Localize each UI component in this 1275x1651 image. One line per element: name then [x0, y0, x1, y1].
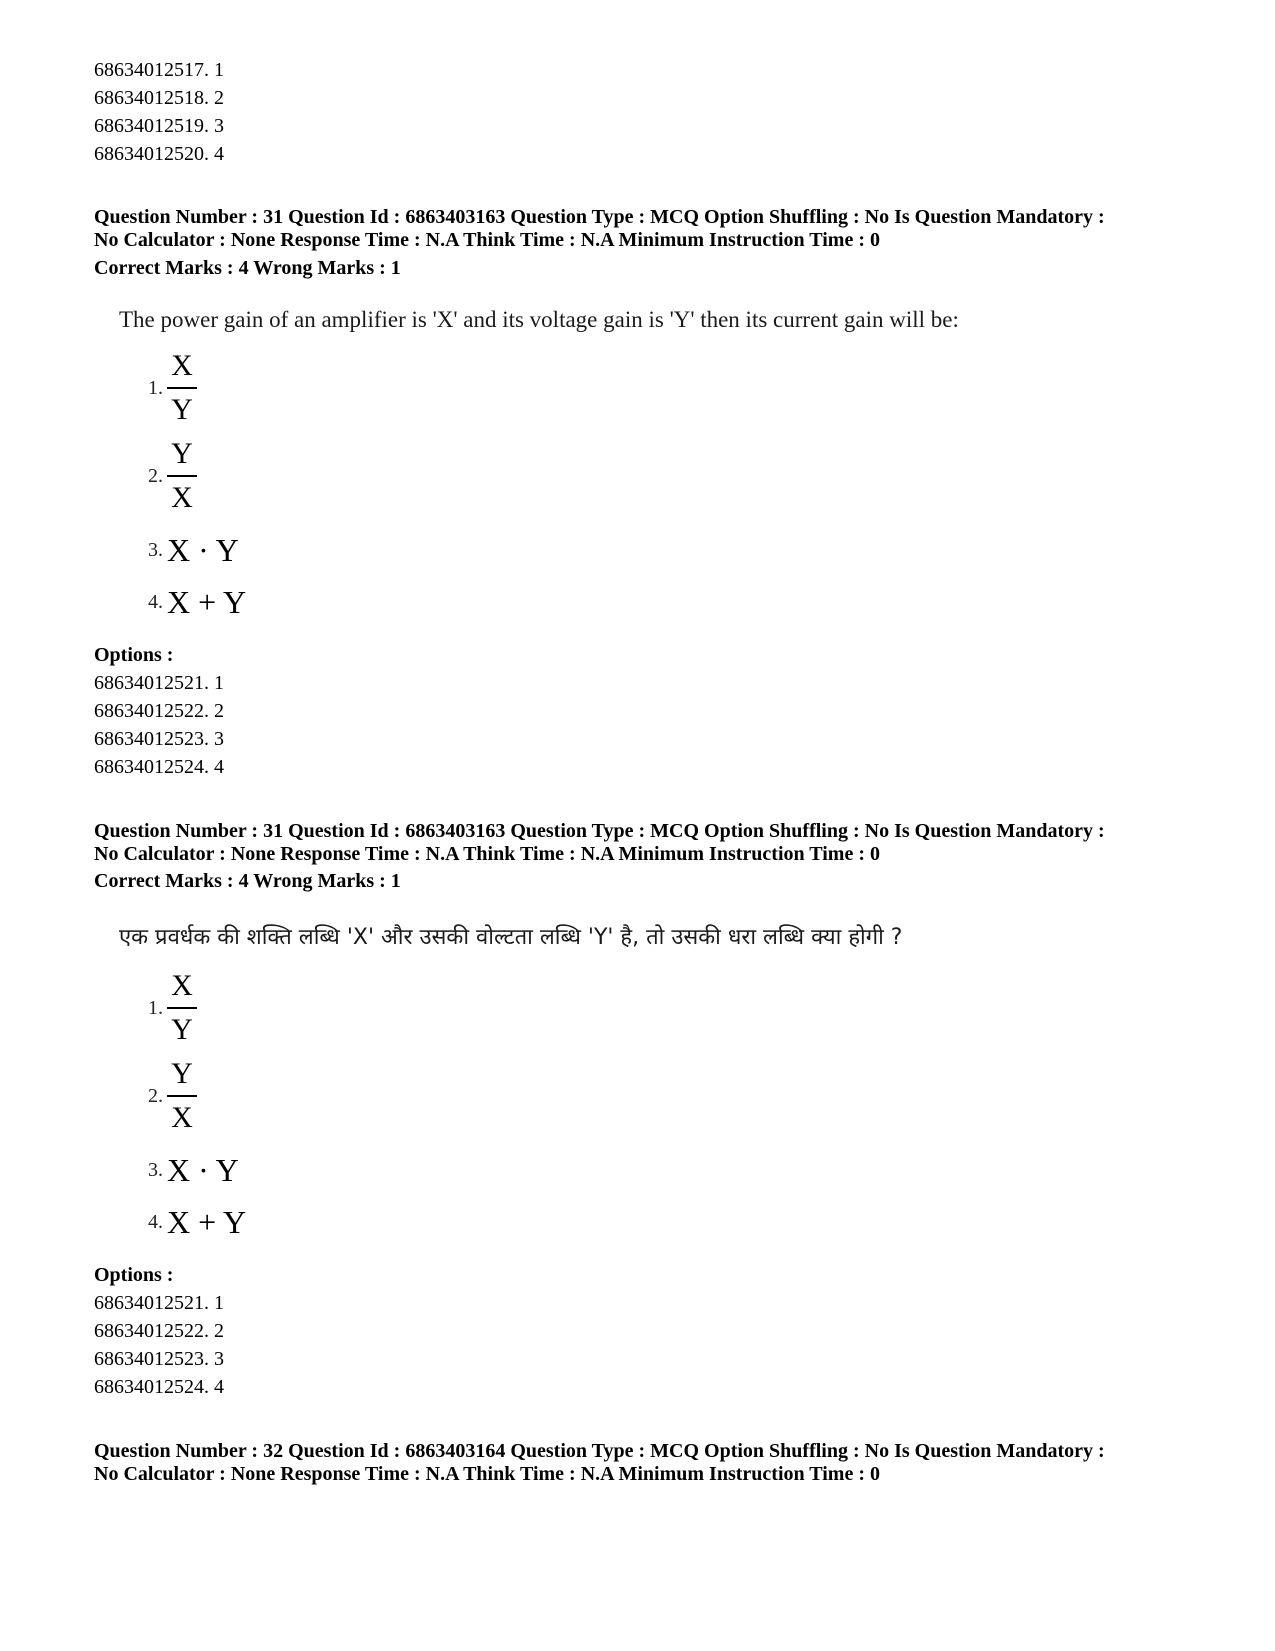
- fraction-numerator: Y: [171, 437, 193, 470]
- question-marks: Correct Marks : 4 Wrong Marks : 1: [94, 257, 401, 279]
- choice-expr: X + Y: [167, 584, 247, 620]
- choice-fraction: [148, 1057, 197, 1134]
- choice-expression: [148, 1140, 239, 1200]
- option-line: 68634012517. 1: [94, 59, 224, 81]
- choice-expr: X + Y: [167, 1204, 247, 1240]
- fraction-bar: [167, 1095, 197, 1097]
- fraction-denominator: Y: [171, 393, 193, 426]
- fraction-bar: [167, 475, 197, 477]
- option-line: 68634012521. 1: [94, 672, 224, 694]
- choice-number: 3.: [148, 538, 163, 561]
- fraction-bar: [167, 387, 197, 389]
- option-line: 68634012524. 4: [94, 756, 224, 778]
- fraction-denominator: X: [171, 481, 193, 514]
- choice-expression: [148, 1192, 246, 1252]
- fraction-bar: [167, 1007, 197, 1009]
- choice-fraction: [148, 969, 197, 1046]
- question-meta-line1: Question Number : 31 Question Id : 6863403163 Question Type : MCQ Option Shuffling : No Is Question Mandatory :: [94, 820, 1105, 842]
- fraction-numerator: X: [171, 349, 193, 382]
- question-meta-line2: No Calculator : None Response Time : N.A Think Time : N.A Minimum Instruction Time : 0: [94, 1463, 880, 1485]
- options-label: Options :: [94, 644, 174, 666]
- question-meta-line1: Question Number : 32 Question Id : 6863403164 Question Type : MCQ Option Shuffling : No Is Question Mandatory :: [94, 1440, 1105, 1462]
- question-text: एक प्रवर्धक की शक्ति लब्धि 'X' और उसकी वोल्टता लब्धि 'Y' है, तो उसकी धरा लब्धि क्या होगी ?: [119, 925, 903, 950]
- options-label: Options :: [94, 1264, 174, 1286]
- choice-expr: X · Y: [167, 532, 239, 568]
- fraction: [167, 971, 197, 1045]
- choice-number: 2.: [148, 1084, 163, 1107]
- question-marks: Correct Marks : 4 Wrong Marks : 1: [94, 870, 401, 892]
- fraction-numerator: Y: [171, 1057, 193, 1090]
- choice-expression: [148, 520, 239, 580]
- choice-expression: [148, 572, 246, 632]
- question-meta-line1: Question Number : 31 Question Id : 6863403163 Question Type : MCQ Option Shuffling : No Is Question Mandatory :: [94, 206, 1105, 228]
- choice-number: 1.: [148, 996, 163, 1019]
- question-text: The power gain of an amplifier is 'X' and its voltage gain is 'Y' then its current gain will be:: [119, 307, 959, 332]
- option-line: 68634012521. 1: [94, 1292, 224, 1314]
- option-line: 68634012520. 4: [94, 143, 224, 165]
- option-line: 68634012522. 2: [94, 1320, 224, 1342]
- option-line: 68634012523. 3: [94, 728, 224, 750]
- fraction-denominator: X: [171, 1101, 193, 1134]
- option-line: 68634012523. 3: [94, 1348, 224, 1370]
- fraction-denominator: Y: [171, 1013, 193, 1046]
- choice-fraction: [148, 349, 197, 426]
- option-line: 68634012522. 2: [94, 700, 224, 722]
- fraction: [167, 439, 197, 513]
- option-line: 68634012518. 2: [94, 87, 224, 109]
- choice-expr: X · Y: [167, 1152, 239, 1188]
- choice-number: 3.: [148, 1158, 163, 1181]
- choice-number: 4.: [148, 1210, 163, 1233]
- fraction: [167, 351, 197, 425]
- fraction-numerator: X: [171, 969, 193, 1002]
- choice-number: 4.: [148, 590, 163, 613]
- choice-fraction: [148, 437, 197, 514]
- question-meta-line2: No Calculator : None Response Time : N.A Think Time : N.A Minimum Instruction Time : 0: [94, 843, 880, 865]
- choice-number: 2.: [148, 464, 163, 487]
- option-line: 68634012519. 3: [94, 115, 224, 137]
- fraction: [167, 1059, 197, 1133]
- option-line: 68634012524. 4: [94, 1376, 224, 1398]
- question-meta-line2: No Calculator : None Response Time : N.A Think Time : N.A Minimum Instruction Time : 0: [94, 229, 880, 251]
- choice-number: 1.: [148, 376, 163, 399]
